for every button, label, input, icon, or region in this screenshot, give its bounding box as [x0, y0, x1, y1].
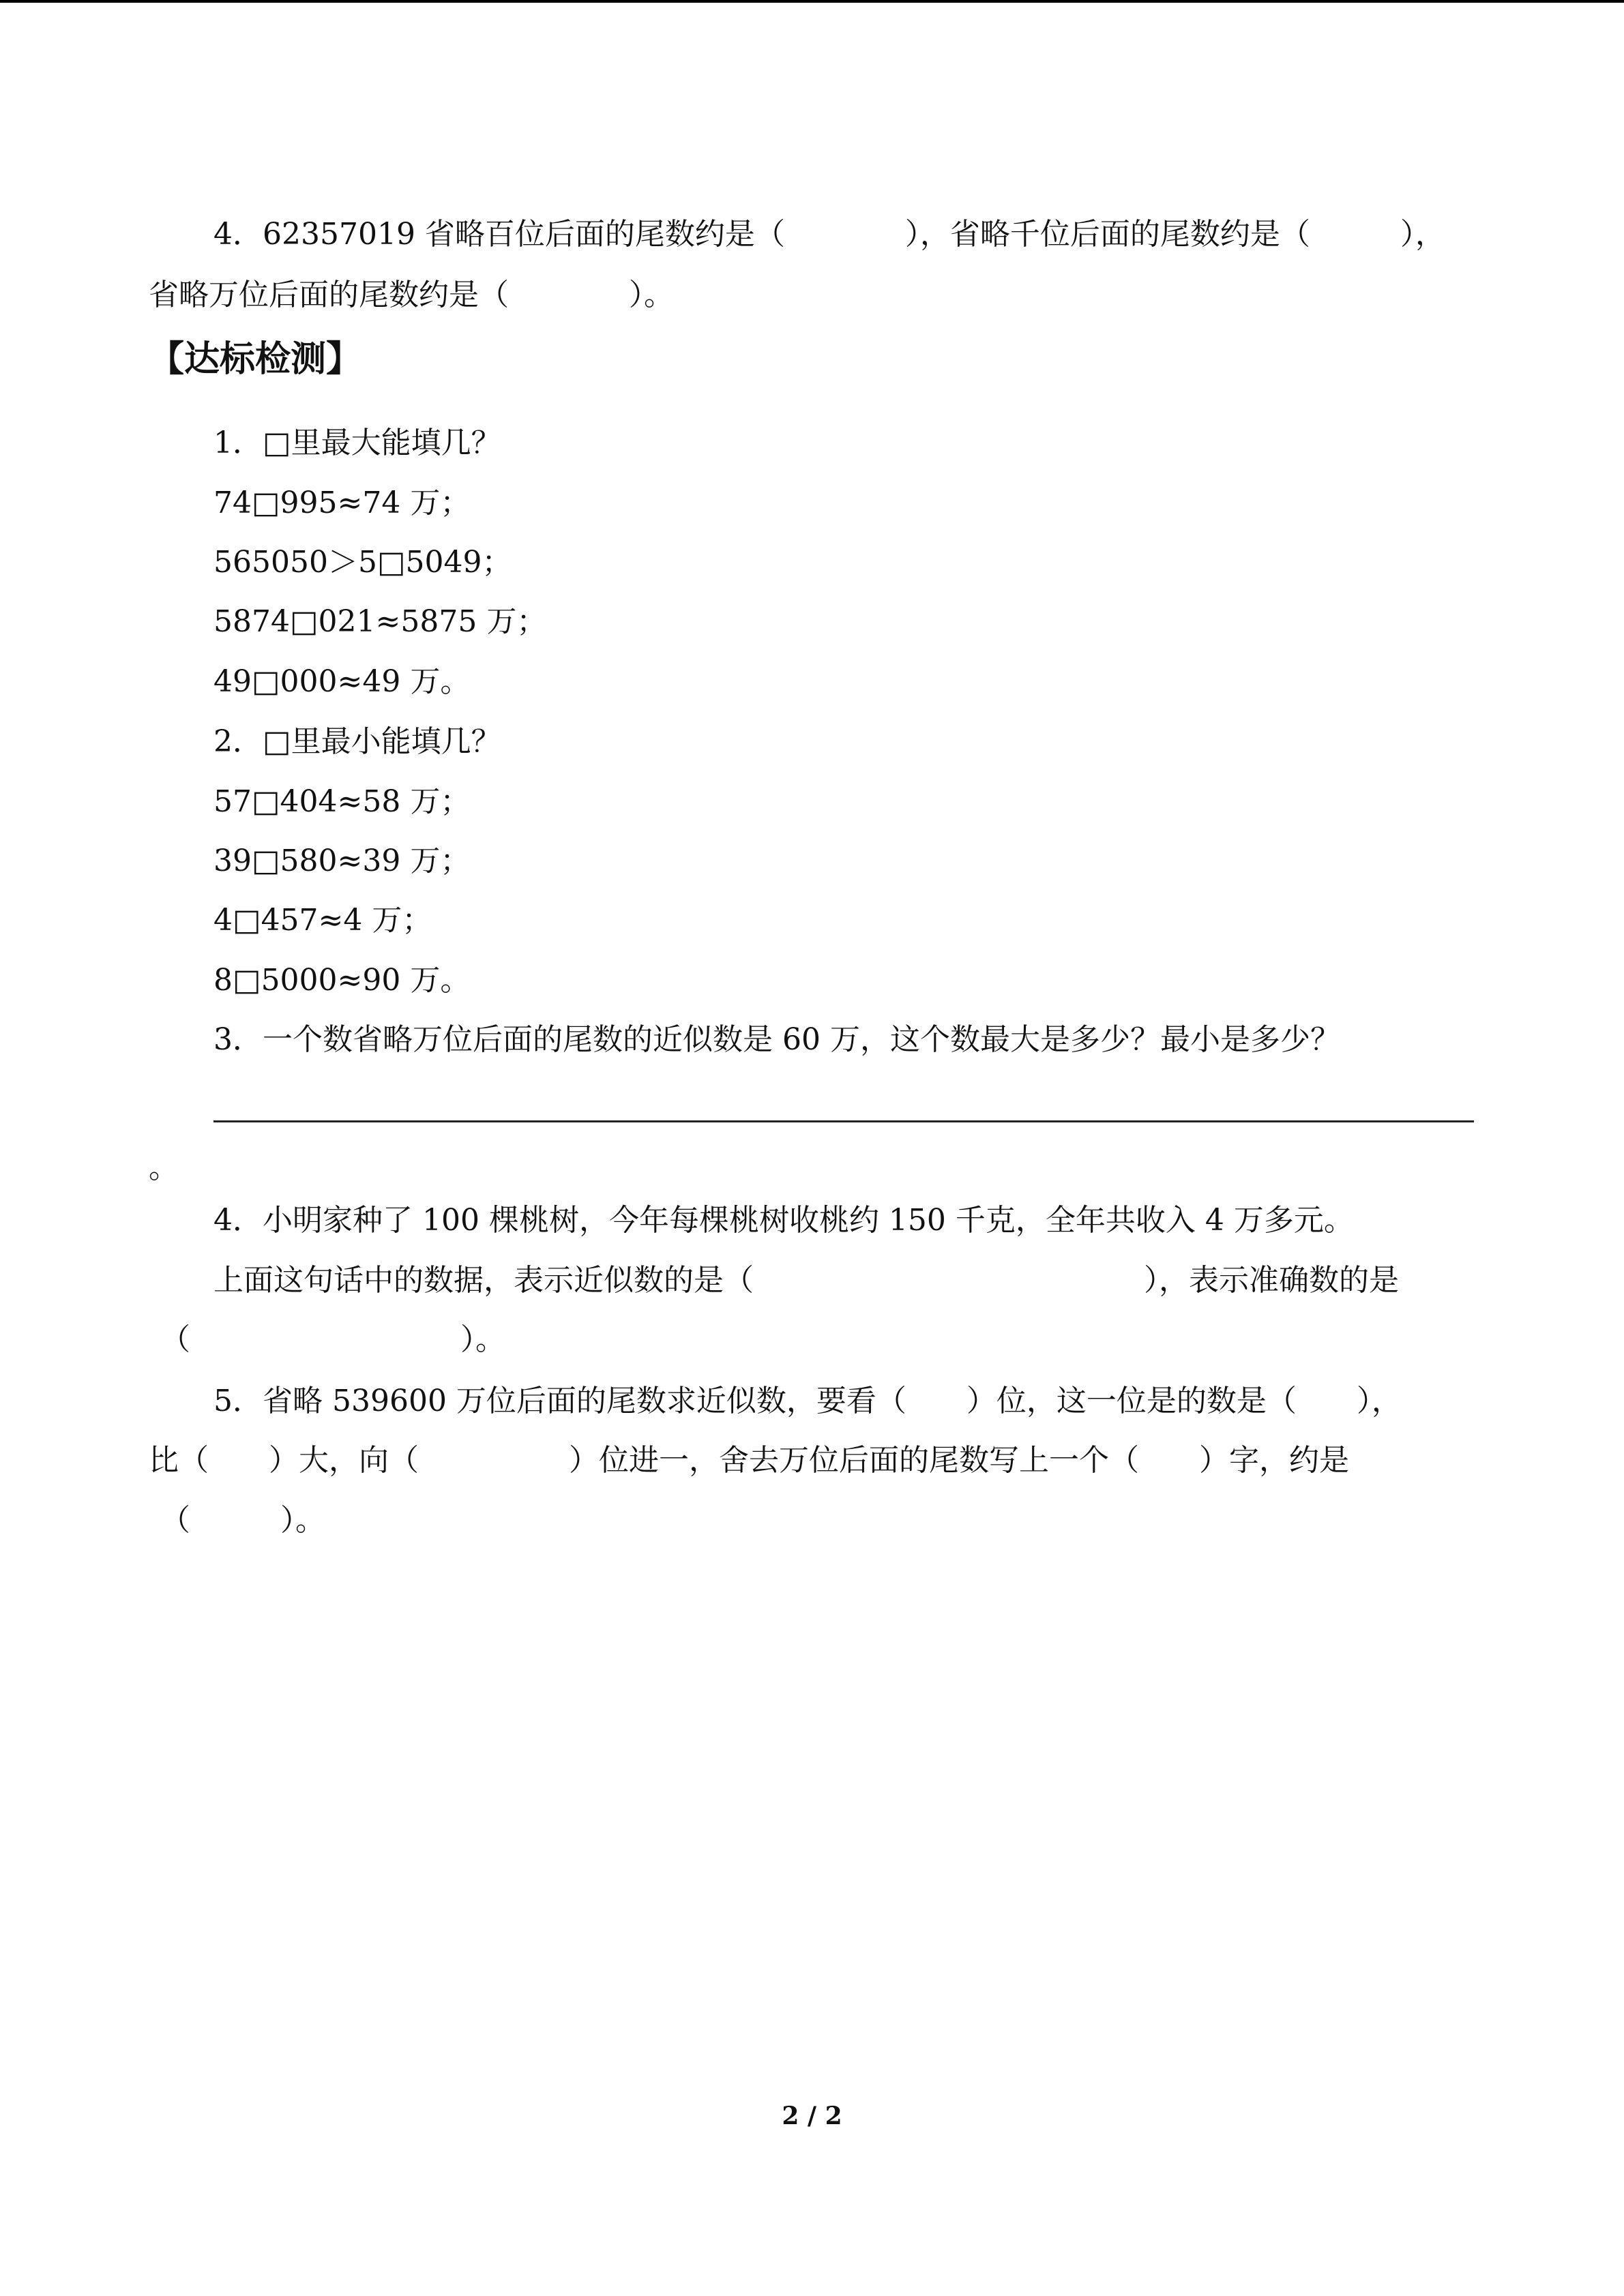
q4-sentence: 4．小明家种了 100 棵桃树，今年每棵桃树收桃约 150 千克，全年共收入 4 万多元。 — [213, 1203, 1354, 1238]
review-q4-line1: 4．62357019 省略百位后面的尾数约是（ ），省略千位后面的尾数约是（ ）， — [213, 217, 1445, 252]
q5-line3: （ ）。 — [160, 1503, 325, 1538]
q1-item: 49□000≈49 万。 — [213, 664, 471, 699]
q2-item: 39□580≈39 万； — [213, 844, 471, 878]
q3-prompt: 3．一个数省略万位后面的尾数的近似数是 60 万，这个数最大是多少？最小是多少？ — [213, 1022, 1340, 1057]
page-number: 2 / 2 — [782, 2102, 842, 2130]
section-title: 【达标检测】 — [149, 339, 362, 380]
q5-line2: 比（ ）大，向（ ）位进一，舍去万位后面的尾数写上一个（ ）字，约是 — [149, 1443, 1349, 1478]
top-border — [0, 0, 1624, 3]
q1-item: 565050＞5□5049； — [213, 545, 512, 580]
answer-line — [213, 1120, 1474, 1122]
q3-end-mark: 。 — [149, 1150, 179, 1185]
q2-item: 8□5000≈90 万。 — [213, 963, 471, 998]
q2-prompt: 2．□里最小能填几？ — [213, 724, 501, 759]
q2-item: 57□404≈58 万； — [213, 784, 471, 819]
q1-prompt: 1．□里最大能填几？ — [213, 426, 501, 460]
q1-item: 74□995≈74 万； — [213, 486, 471, 520]
q5-line1: 5．省略 539600 万位后面的尾数求近似数，要看（ ）位，这一位是的数是（ ）， — [213, 1384, 1402, 1418]
q2-item: 4□457≈4 万； — [213, 903, 432, 938]
q4-ask-line2: （ ）。 — [160, 1322, 505, 1357]
review-q4-line2: 省略万位后面的尾数约是（ ）。 — [149, 278, 674, 312]
q4-ask-line1: 上面这句话中的数据，表示近似数的是（ ），表示准确数的是 — [213, 1263, 1399, 1298]
q1-item: 5874□021≈5875 万； — [213, 604, 547, 639]
